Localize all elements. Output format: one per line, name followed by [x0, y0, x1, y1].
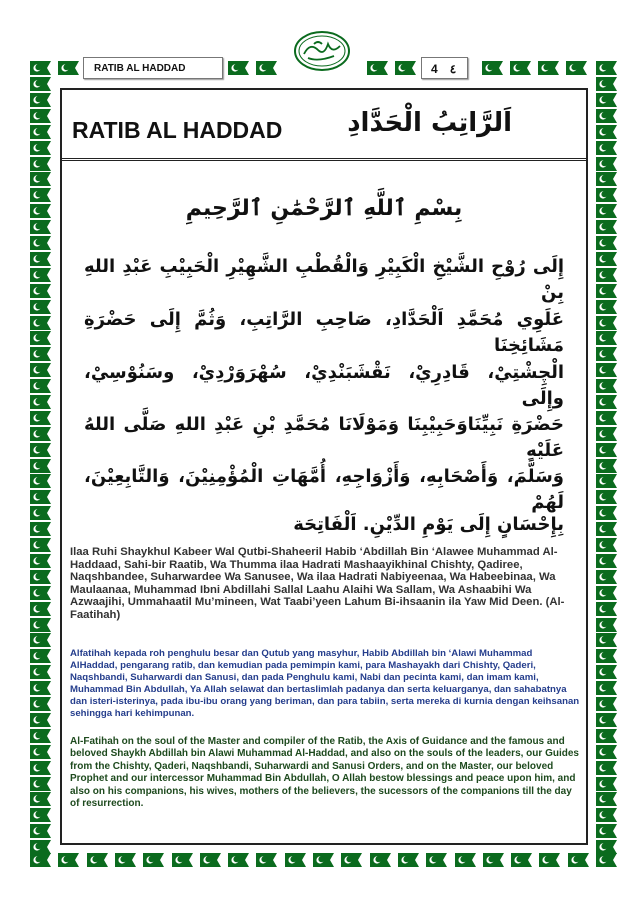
crescent-flag-icon — [596, 681, 617, 695]
crescent-flag-icon — [30, 570, 51, 584]
bismillah: بِسْمِ ٱللَّهِ ٱلرَّحْمَٰنِ ٱلرَّحِيمِ — [185, 196, 463, 221]
page-number-arabic: ٤ — [449, 62, 457, 76]
crescent-flag-icon — [596, 379, 617, 393]
crescent-flag-icon — [30, 172, 51, 186]
crescent-flag-icon — [30, 506, 51, 520]
english-translation-paragraph: Al-Fatihah on the soul of the Master and compiler of the Ratib, the Axis of Guidance and the famous and beloved Shaykh Abdillah bin Alawi Muhammad Al-Haddad, and also on the souls of the leaders, our Guides from the Chishty, Qaderi, Naqshbandi, Suharwardi and Sanusi Orders, and on the Master, our beloved Prophet and our intercessor Muhammad Bin Abdullah, O Allah bestow blessings and peace upon him, and also on his companions, his wives, mothers of the believers, the sucessors of the companions till the day of resurrection. — [70, 736, 579, 810]
title-arabic: اَلرَّاتِبُ الْحَدَّادِ — [347, 108, 512, 138]
crescent-flag-icon — [596, 141, 617, 155]
crescent-flag-icon — [596, 745, 617, 759]
crescent-flag-icon — [30, 853, 51, 867]
crescent-flag-icon — [395, 61, 416, 75]
crescent-flag-icon — [596, 61, 617, 75]
crescent-flag-icon — [30, 665, 51, 679]
crescent-flag-icon — [115, 853, 136, 867]
crescent-flag-icon — [596, 729, 617, 743]
crescent-flag-icon — [538, 61, 559, 75]
crescent-flag-icon — [596, 77, 617, 91]
crescent-flag-icon — [596, 824, 617, 838]
crescent-flag-icon — [30, 77, 51, 91]
transliteration-paragraph: Ilaa Ruhi Shaykhul Kabeer Wal Qutbi-Shaheeril Habib ‘Abdillah Bin ‘Alawee Muhammad Al-Haddaad, Sahi-bir Raatib, Wa Thumma ilaa Hadrati Mashaayikhinal Chishty, Qadiree, Naqshbandee, Suharwardee Wa Sanusee, Wa ilaa Hadrati Nabiyeenaa, Wa Habeebinaa, Wa Maulaanaa, Muhammad Ibni Abdillahi Sallal Laahu Alaihi Wa Sallam, Wa Ashaabihi Wa Azwaajihi, Ummahaatil Mu’mineen, Wat Taabi’yeen Lahum Bi-ihsaanin ila Yaw Mid Deen. (Al-Faatihah) — [70, 546, 565, 621]
crescent-flag-icon — [30, 204, 51, 218]
crescent-flag-icon — [30, 459, 51, 473]
page-heading — [62, 90, 586, 161]
crescent-flag-icon — [30, 141, 51, 155]
crescent-flag-icon — [596, 395, 617, 409]
crescent-flag-icon — [30, 538, 51, 552]
crescent-flag-icon — [256, 853, 277, 867]
arabic-line: الْچِشْتِيْ، قَادِرِيْ، نَقْشَبَنْدِيْ، سُهْرَوَرْدِيْ، وسَنُوْسِيْ، وإِلَى — [84, 362, 564, 409]
crescent-flag-icon — [30, 522, 51, 536]
crescent-flag-icon — [30, 633, 51, 647]
crescent-flag-icon — [596, 268, 617, 282]
crescent-flag-icon — [596, 522, 617, 536]
crescent-flag-icon — [596, 443, 617, 457]
crescent-flag-icon — [228, 61, 249, 75]
crescent-flag-icon — [539, 853, 560, 867]
crescent-flag-icon — [30, 252, 51, 266]
crescent-flag-icon — [596, 109, 617, 123]
crescent-flag-icon — [596, 93, 617, 107]
crescent-flag-icon — [30, 602, 51, 616]
crescent-flag-icon — [596, 618, 617, 632]
crescent-flag-icon — [596, 172, 617, 186]
crescent-flag-icon — [596, 602, 617, 616]
crescent-flag-icon — [30, 395, 51, 409]
crescent-flag-icon — [30, 379, 51, 393]
crescent-flag-icon — [596, 316, 617, 330]
crescent-flag-icon — [483, 853, 504, 867]
page-number-latin: 4 — [431, 62, 438, 76]
crescent-flag-icon — [370, 853, 391, 867]
crescent-flag-icon — [596, 570, 617, 584]
crescent-flag-icon — [30, 109, 51, 123]
crescent-flag-icon — [30, 427, 51, 441]
crescent-flag-icon — [30, 745, 51, 759]
crescent-flag-icon — [596, 188, 617, 202]
crescent-flag-icon — [30, 792, 51, 806]
malay-translation-paragraph: Alfatihah kepada roh penghulu besar dan Qutub yang masyhur, Habib Abdillah bin ‘Alawi Muhammad AlHaddad, pengarang ratib, dan kemudian pada pemimpin kami, para Mashayakh dari Chishty, Qaderi, Naqshbandi, Suharwardi dan Sanusi, dan pada Penghulu kami, Nabi dan pecinta kami, dan imam kami, Muhammad Bin Abdullah, Ya Allah selawat dan bertaslimlah padanya dan serta keluarganya, dan sahabatnya dan isteri-isterinya, pada ibu-ibu orang yang beriman, dan para tabiin, serta mereka di kurnia dengan keihsanan sehingga hari kehimpunan. — [70, 648, 580, 719]
crescent-flag-icon — [596, 490, 617, 504]
crescent-flag-icon — [30, 316, 51, 330]
crescent-flag-icon — [30, 61, 51, 75]
crescent-flag-icon — [596, 697, 617, 711]
crescent-flag-icon — [367, 61, 388, 75]
arabic-line: وَسَلَّمَ، وَأَصْحَابِهِ، وَأَزْوَاجِهِ، أُمَّهَاتِ الْمُؤْمِنِيْنَ، وَالتَّابِعِيْنَ، لَهُمْ — [84, 466, 564, 513]
crescent-flag-icon — [596, 506, 617, 520]
running-title: RATIB AL HADDAD — [83, 57, 223, 79]
crescent-flag-icon — [30, 93, 51, 107]
crescent-flag-icon — [30, 681, 51, 695]
crescent-flag-icon — [30, 363, 51, 377]
crescent-flag-icon — [596, 300, 617, 314]
crescent-flag-icon — [596, 713, 617, 727]
crescent-flag-icon — [596, 474, 617, 488]
crescent-flag-icon — [87, 853, 108, 867]
calligraphy-seal-icon — [292, 30, 352, 72]
crescent-flag-icon — [30, 220, 51, 234]
crescent-flag-icon — [510, 61, 531, 75]
crescent-flag-icon — [256, 61, 277, 75]
crescent-flag-icon — [511, 853, 532, 867]
crescent-flag-icon — [30, 331, 51, 345]
crescent-flag-icon — [596, 586, 617, 600]
crescent-flag-icon — [30, 649, 51, 663]
crescent-flag-icon — [30, 554, 51, 568]
crescent-flag-icon — [426, 853, 447, 867]
crescent-flag-icon — [596, 204, 617, 218]
crescent-flag-icon — [596, 665, 617, 679]
crescent-flag-icon — [596, 220, 617, 234]
crescent-flag-icon — [596, 284, 617, 298]
crescent-flag-icon — [58, 853, 79, 867]
crescent-flag-icon — [596, 554, 617, 568]
crescent-flag-icon — [596, 853, 617, 867]
crescent-flag-icon — [143, 853, 164, 867]
crescent-flag-icon — [596, 649, 617, 663]
crescent-flag-icon — [58, 61, 79, 75]
crescent-flag-icon — [455, 853, 476, 867]
crescent-flag-icon — [596, 331, 617, 345]
crescent-flag-icon — [313, 853, 334, 867]
crescent-flag-icon — [30, 347, 51, 361]
crescent-flag-icon — [596, 125, 617, 139]
crescent-flag-icon — [596, 459, 617, 473]
crescent-flag-icon — [596, 411, 617, 425]
crescent-flag-icon — [596, 792, 617, 806]
crescent-flag-icon — [30, 824, 51, 838]
crescent-flag-icon — [30, 236, 51, 250]
crescent-flag-icon — [30, 284, 51, 298]
arabic-line: إِلَى رُوْحِ الشَّيْخِ الْكَبِيْرِ وَالْقُطْبِ الشَّهِيْرِ الْحَبِيْبِ عَبْدِ اللهِ بِنْ — [84, 256, 564, 303]
crescent-flag-icon — [30, 411, 51, 425]
page-number — [421, 57, 468, 79]
arabic-line: عَلَوِي مُحَمَّدِ اَلْحَدَّادِ، صَاحِبِ الرَّاتِبِ، وَثُمَّ إِلَى حَضْرَةِ مَشَائِخِنَا — [84, 309, 564, 356]
crescent-flag-icon — [30, 300, 51, 314]
crescent-flag-icon — [30, 125, 51, 139]
crescent-flag-icon — [30, 188, 51, 202]
crescent-flag-icon — [30, 618, 51, 632]
crescent-flag-icon — [596, 252, 617, 266]
crescent-flag-icon — [30, 586, 51, 600]
crescent-flag-icon — [596, 363, 617, 377]
crescent-flag-icon — [30, 474, 51, 488]
crescent-flag-icon — [596, 777, 617, 791]
arabic-line: حَضْرَةِ نَبِيِّنَاوَحَبِيْبِنَا وَمَوْلَانَا مُحَمَّدِ بْنِ عَبْدِ اللهِ صَلَّى اللهُ عَلَيْهِ — [84, 414, 564, 461]
crescent-flag-icon — [568, 853, 589, 867]
crescent-flag-icon — [596, 840, 617, 854]
crescent-flag-icon — [30, 777, 51, 791]
crescent-flag-icon — [228, 853, 249, 867]
crescent-flag-icon — [596, 427, 617, 441]
crescent-flag-icon — [30, 490, 51, 504]
crescent-flag-icon — [30, 157, 51, 171]
crescent-flag-icon — [482, 61, 503, 75]
crescent-flag-icon — [596, 538, 617, 552]
crescent-flag-icon — [596, 808, 617, 822]
crescent-flag-icon — [30, 761, 51, 775]
crescent-flag-icon — [596, 761, 617, 775]
crescent-flag-icon — [566, 61, 587, 75]
crescent-flag-icon — [596, 236, 617, 250]
crescent-flag-icon — [30, 808, 51, 822]
crescent-flag-icon — [30, 840, 51, 854]
crescent-flag-icon — [30, 268, 51, 282]
crescent-flag-icon — [398, 853, 419, 867]
crescent-flag-icon — [30, 729, 51, 743]
crescent-flag-icon — [200, 853, 221, 867]
title-english: RATIB AL HADDAD — [72, 117, 283, 143]
crescent-flag-icon — [596, 157, 617, 171]
crescent-flag-icon — [596, 633, 617, 647]
content-frame — [60, 88, 588, 845]
crescent-flag-icon — [30, 697, 51, 711]
crescent-flag-icon — [285, 853, 306, 867]
crescent-flag-icon — [596, 347, 617, 361]
crescent-flag-icon — [30, 443, 51, 457]
crescent-flag-icon — [30, 713, 51, 727]
crescent-flag-icon — [341, 853, 362, 867]
crescent-flag-icon — [172, 853, 193, 867]
arabic-line: بِإِحْسَانٍ إِلَى يَوْمِ الدِّيْنِ. اَلْفَاتِحَة — [293, 514, 564, 535]
